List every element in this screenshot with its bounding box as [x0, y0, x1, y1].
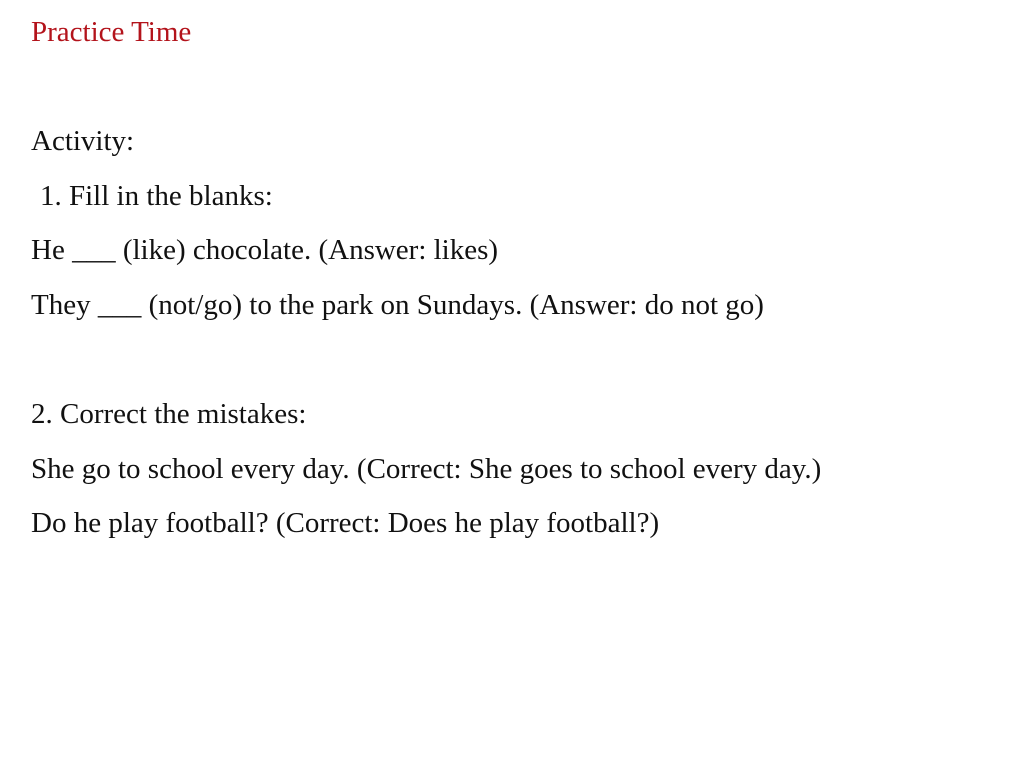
fill-blanks-item: They ___ (not/go) to the park on Sundays. (Answer: do not go): [31, 289, 764, 321]
fill-blanks-item: He ___ (like) chocolate. (Answer: likes): [31, 234, 499, 266]
correct-mistakes-item: She go to school every day. (Correct: She goes to school every day.): [31, 453, 822, 485]
correct-mistakes-heading: 2. Correct the mistakes:: [31, 398, 307, 430]
fill-blanks-heading: 1. Fill in the blanks:: [40, 180, 273, 212]
slide-title: Practice Time: [31, 16, 192, 48]
activity-heading: Activity:: [31, 125, 135, 157]
correct-mistakes-item: Do he play football? (Correct: Does he play football?): [31, 507, 660, 539]
